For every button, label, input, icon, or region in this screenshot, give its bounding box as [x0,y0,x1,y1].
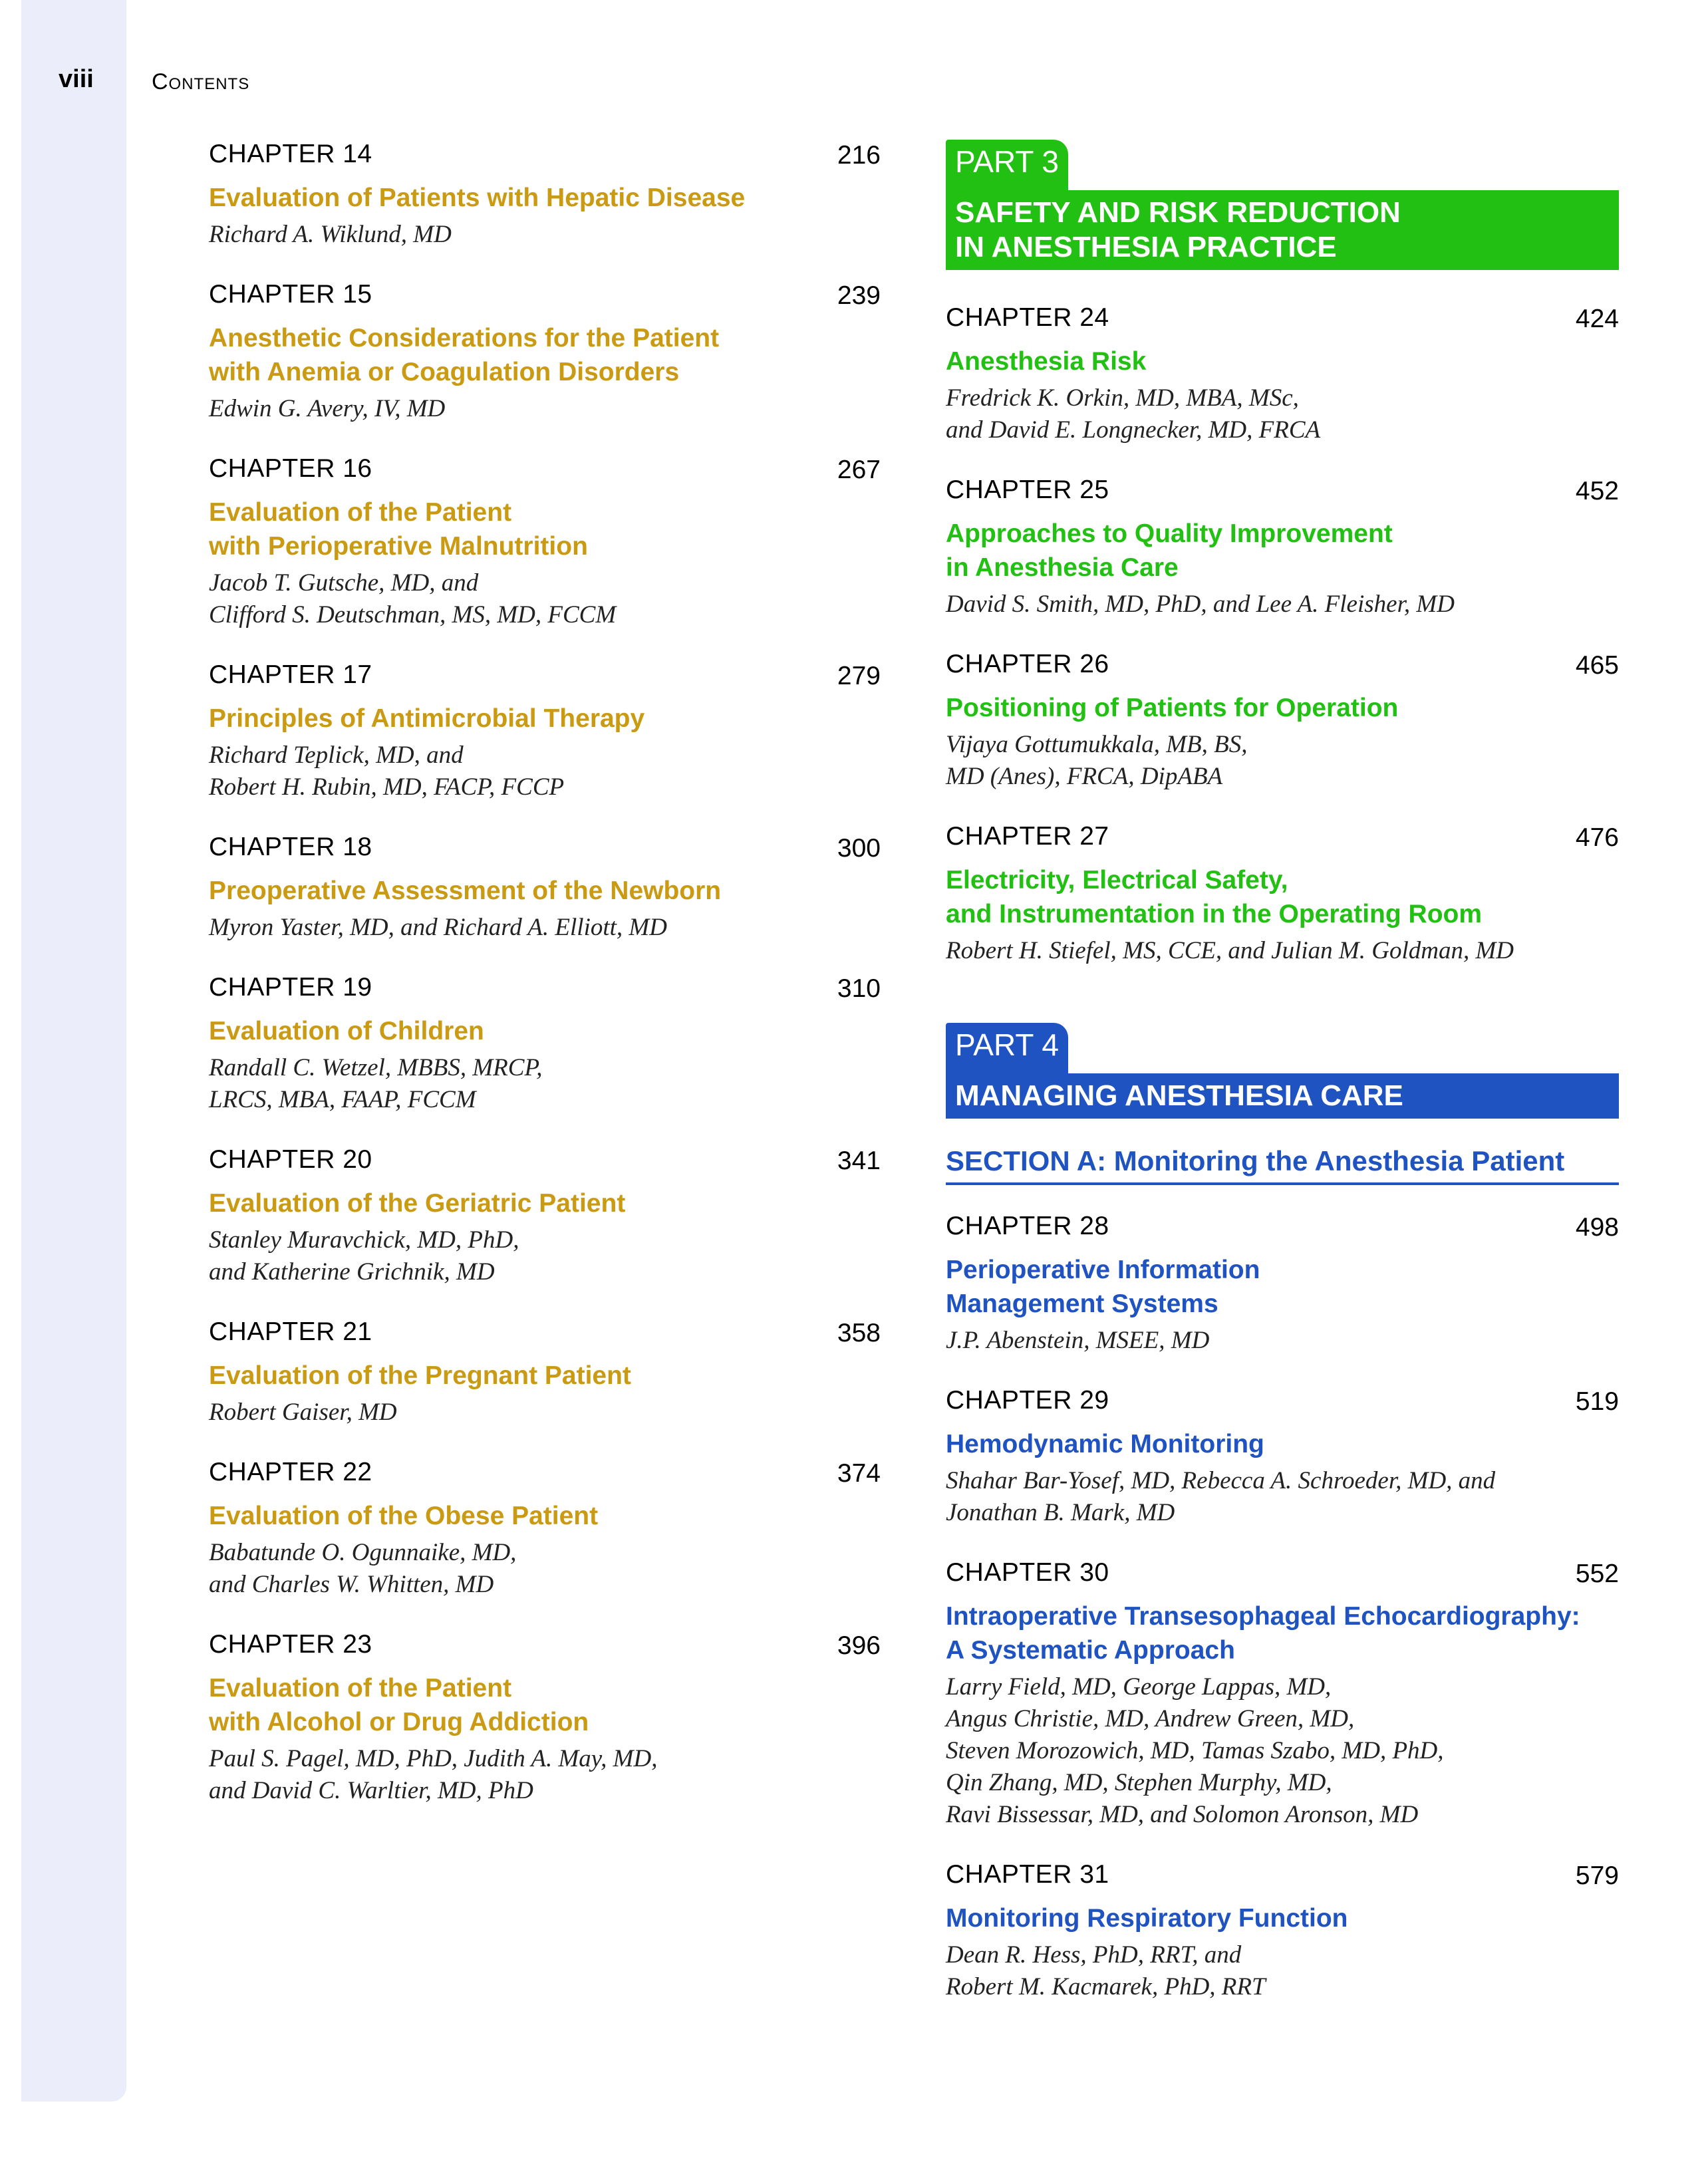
chapter-title[interactable]: Positioning of Patients for Operation [946,694,1399,722]
chapter-number: CHAPTER 19 [209,973,372,1002]
chapter-page: 216 [837,141,881,170]
chapter-authors: Robert Gaiser, MD [209,1399,397,1426]
chapter-entry[interactable] [946,822,1619,967]
chapter-entry[interactable] [946,650,1619,793]
chapter-number: CHAPTER 20 [209,1145,372,1174]
chapter-authors: Vijaya Gottumukkala, MB, BS, MD (Anes), FRCA, DipABA [946,731,1248,790]
chapter-title[interactable]: Monitoring Respiratory Function [946,1904,1348,1933]
chapter-authors: Edwin G. Avery, IV, MD [209,395,446,422]
chapter-number: CHAPTER 17 [209,660,372,689]
left-column [209,140,881,1807]
chapter-authors: Shahar Bar-Yosef, MD, Rebecca A. Schroeder, MD, and Jonathan B. Mark, MD [946,1467,1496,1526]
chapter-title[interactable]: Hemodynamic Monitoring [946,1430,1264,1458]
chapter-authors: Fredrick K. Orkin, MD, MBA, MSc, and David E. Longnecker, MD, FRCA [946,384,1321,444]
chapter-entry[interactable] [209,454,881,631]
chapter-authors: Paul S. Pagel, MD, PhD, Judith A. May, MD, and David C. Warltier, MD, PhD [209,1745,658,1804]
chapter-number: CHAPTER 31 [946,1860,1109,1889]
chapter-entry[interactable] [209,833,881,944]
chapter-entry[interactable] [209,1145,881,1288]
chapter-authors: Jacob T. Gutsche, MD, and Clifford S. Deutschman, MS, MD, FCCM [209,569,617,628]
chapter-authors: Dean R. Hess, PhD, RRT, and Robert M. Kacmarek, PhD, RRT [946,1941,1266,2000]
chapter-number: CHAPTER 21 [209,1317,372,1346]
chapter-page: 476 [1575,823,1619,852]
chapter-entry[interactable] [946,476,1619,620]
chapter-title[interactable]: Evaluation of the Patient with Perioperative Malnutrition [209,498,588,561]
chapter-page: 424 [1575,305,1619,333]
chapter-authors: Larry Field, MD, George Lappas, MD, Angus Christie, MD, Andrew Green, MD, Steven Morozowich, MD, Tamas Szabo, MD, PhD, Qin Zhang, MD, Stephen Murphy, MD, Ravi Bissessar, MD, and Solomon Aronson, MD [946,1673,1444,1828]
page-number: viii [59,65,94,93]
part-title: MANAGING ANESTHESIA CARE [946,1073,1619,1119]
chapter-authors: David S. Smith, MD, PhD, and Lee A. Fleisher, MD [946,591,1455,618]
section-heading[interactable]: SECTION A: Monitoring the Anesthesia Patient [946,1145,1619,1185]
part-title: SAFETY AND RISK REDUCTION IN ANESTHESIA PRACTICE [946,190,1619,270]
chapter-title[interactable]: Evaluation of Children [209,1017,484,1045]
chapter-page: 310 [837,974,881,1003]
chapter-number: CHAPTER 15 [209,280,372,309]
chapter-authors: Randall C. Wetzel, MBBS, MRCP, LRCS, MBA, FAAP, FCCM [209,1054,543,1113]
chapter-number: CHAPTER 16 [209,454,372,483]
chapter-entry[interactable] [209,1630,881,1807]
chapter-entry[interactable] [209,280,881,425]
chapter-number: CHAPTER 27 [946,822,1109,851]
part-4-header [946,1023,1619,1119]
chapter-title[interactable]: Anesthetic Considerations for the Patient with Anemia or Coagulation Disorders [209,324,720,386]
chapter-entry[interactable] [209,660,881,803]
chapter-title[interactable]: Intraoperative Transesophageal Echocardiography: A Systematic Approach [946,1602,1580,1665]
chapter-page: 465 [1575,651,1619,680]
chapter-authors: Stanley Muravchick, MD, PhD, and Katherine Grichnik, MD [209,1226,519,1286]
chapter-entry[interactable] [946,1558,1619,1831]
chapter-title[interactable]: Evaluation of Patients with Hepatic Disease [209,184,746,212]
chapter-title[interactable]: Evaluation of the Pregnant Patient [209,1361,631,1390]
part-tab: PART 3 [946,140,1068,190]
chapter-authors: Richard A. Wiklund, MD [209,221,452,248]
running-head: Contents [152,69,250,94]
chapter-title[interactable]: Electricity, Electrical Safety, and Instrumentation in the Operating Room [946,866,1483,928]
chapter-number: CHAPTER 22 [209,1458,372,1486]
chapter-authors: Richard Teplick, MD, and Robert H. Rubin, MD, FACP, FCCP [209,742,565,801]
chapter-page: 267 [837,456,881,484]
part-3-header [946,140,1619,270]
chapter-page: 579 [1575,1861,1619,1890]
chapter-page: 358 [837,1319,881,1347]
chapter-authors: Myron Yaster, MD, and Richard A. Elliott, MD [209,914,667,941]
chapter-title[interactable]: Principles of Antimicrobial Therapy [209,704,645,733]
chapter-page: 239 [837,281,881,310]
chapter-number: CHAPTER 29 [946,1386,1109,1415]
chapter-number: CHAPTER 30 [946,1558,1109,1587]
chapter-page: 374 [837,1459,881,1488]
chapter-entry[interactable] [946,1212,1619,1357]
chapter-number: CHAPTER 14 [209,140,372,168]
chapter-page: 396 [837,1631,881,1660]
chapter-page: 452 [1575,477,1619,505]
chapter-authors: Robert H. Stiefel, MS, CCE, and Julian M. Goldman, MD [946,937,1514,964]
chapter-page: 300 [837,834,881,863]
chapter-title[interactable]: Anesthesia Risk [946,347,1147,376]
part-tab: PART 4 [946,1023,1068,1073]
chapter-title[interactable]: Approaches to Quality Improvement in Anesthesia Care [946,519,1393,582]
chapter-title[interactable]: Preoperative Assessment of the Newborn [209,877,722,905]
chapter-entry[interactable] [209,1458,881,1601]
chapter-entry[interactable] [209,140,881,251]
chapter-number: CHAPTER 24 [946,303,1109,332]
chapter-number: CHAPTER 23 [209,1630,372,1659]
chapter-title[interactable]: Evaluation of the Patient with Alcohol or Drug Addiction [209,1674,589,1736]
chapter-number: CHAPTER 25 [946,476,1109,504]
chapter-entry[interactable] [946,303,1619,446]
chapter-entry[interactable] [209,973,881,1116]
chapter-title[interactable]: Evaluation of the Obese Patient [209,1502,599,1530]
chapter-number: CHAPTER 18 [209,833,372,861]
page-margin-strip [21,0,126,2102]
chapter-authors: J.P. Abenstein, MSEE, MD [946,1327,1210,1354]
chapter-entry[interactable] [946,1860,1619,2003]
chapter-entry[interactable] [209,1317,881,1429]
chapter-page: 552 [1575,1560,1619,1588]
chapter-title[interactable]: Evaluation of the Geriatric Patient [209,1189,626,1218]
chapter-page: 519 [1575,1387,1619,1416]
chapter-title[interactable]: Perioperative Information Management Systems [946,1256,1260,1318]
chapter-number: CHAPTER 26 [946,650,1109,678]
chapter-authors: Babatunde O. Ogunnaike, MD, and Charles W. Whitten, MD [209,1539,517,1598]
right-column [946,140,1619,2003]
chapter-number: CHAPTER 28 [946,1212,1109,1240]
chapter-page: 279 [837,662,881,690]
chapter-page: 498 [1575,1213,1619,1242]
chapter-entry[interactable] [946,1386,1619,1529]
chapter-page: 341 [837,1147,881,1175]
